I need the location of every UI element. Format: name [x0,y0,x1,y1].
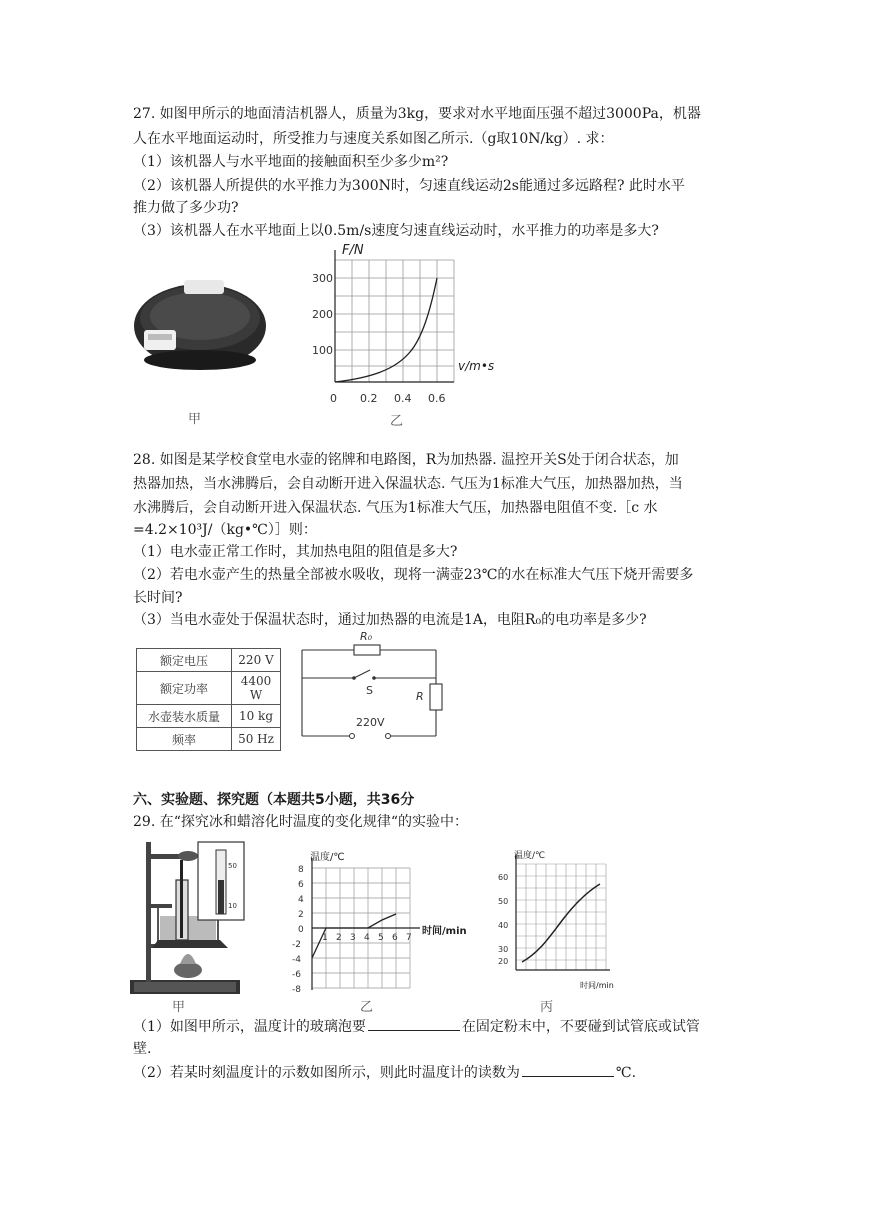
q29-part1-text-b: 在固定粉末中，不要碰到试管底或试管 [461,1019,700,1035]
q29-part1 [133,1016,700,1037]
table-row [137,649,281,672]
graph-c-ytick: 40 [498,921,509,930]
graph-c-ytick: 60 [498,873,509,882]
heating-apparatus-figure [128,840,246,1002]
section-six-title: 六、实验题、探究题（本题共5小题，共36分 [133,792,415,808]
x-tick-0: 0 [330,392,337,405]
cell-value: 10 kg [232,705,281,728]
q28-part2a: （2）若电水壶产生的热量全部被水吸收，现将一满壶23℃的水在标准大气压下烧开需要多 [133,567,694,583]
graph-b-ytick: 0 [298,925,304,935]
cell-value: 50 Hz [232,728,281,751]
graph-b-ytick: 4 [298,895,304,905]
y-tick-100: 100 [312,344,333,357]
q29-part1-tail: 壁. [133,1041,152,1057]
graph-c-ytick: 20 [498,957,509,966]
q27-part2b: 推力做了多少功? [133,200,239,216]
graph-b-xtick: 1 [322,933,328,943]
graph-b-ytick: 2 [298,910,304,920]
y-tick-300: 300 [312,272,333,285]
table-row [137,728,281,751]
graph-b-ytick: -2 [292,940,301,950]
q28-part2b: 长时间? [133,590,183,606]
q28-line1: 28. 如图是某学校食堂电水壶的铭牌和电路图，R为加热器. 温控开关S处于闭合状态，加 [133,452,679,468]
cell-value: 4400 W [232,672,281,705]
cell-label: 水壶装水质量 [137,705,232,728]
label-s: S [366,684,373,697]
graph-b-xlabel: 时间/min [422,926,467,937]
graph-b-ytick: 6 [298,880,304,890]
graph-b-xtick: 7 [406,933,412,943]
label-r: R [416,690,424,703]
graph-c-ytick: 30 [498,945,509,954]
cell-label: 额定电压 [137,649,232,672]
robot-photo-caption: 甲 [188,412,202,427]
graph-c-xlabel: 时间/min [580,981,614,990]
graph-c-ytick: 50 [498,897,509,906]
cell-label: 频率 [137,728,232,751]
thermo-tick-10: 10 [228,902,237,910]
kettle-nameplate [136,648,281,751]
graph-b-xtick: 3 [350,933,356,943]
table-row [137,705,281,728]
q27-part3: （3）该机器人在水平地面上以0.5m/s速度匀速直线运动时，水平推力的功率是多大? [133,223,659,239]
q27-part1: （1）该机器人与水平地面的接触面积至少多少m²? [133,154,449,170]
force-velocity-graph [300,242,530,412]
graph-b-xtick: 2 [336,933,342,943]
x-tick-0.2: 0.2 [360,392,378,405]
q29-part2 [133,1062,636,1083]
y-tick-200: 200 [312,308,333,321]
table-row [137,672,281,705]
q29-part1-text-a: （1）如图甲所示，温度计的玻璃泡要 [133,1019,366,1035]
graph-b-ytick: -8 [292,985,301,995]
graph-x-label: v/m•s [458,359,495,373]
x-tick-0.4: 0.4 [394,392,412,405]
q28-line2: 热器加热，当水沸腾后，会自动断开进入保温状态. 气压为1标准大气压，加热器加热，当 [133,476,683,492]
graph-caption: 乙 [390,414,404,429]
graph-b-ytick: -6 [292,970,301,980]
q27-stem-line1: 27. 如图甲所示的地面清洁机器人，质量为3kg，要求对水平地面压强不超过3000Pa，机器 [133,106,701,122]
q27-stem-line2: 人在水平地面运动时，所受推力与速度关系如图乙所示.（g取10N/kg）. 求： [133,131,614,147]
q28-line4: =4.2×10³J/（kg•℃）］则： [133,522,317,538]
q29-part2-text-a: （2）若某时刻温度计的示数如图所示，则此时温度计的读数为 [133,1065,520,1081]
graph-b-xtick: 6 [392,933,398,943]
graph-y-label: F/N [342,243,364,258]
graph-b-ylabel: 温度/℃ [310,852,345,863]
label-r0: R₀ [360,630,373,643]
x-tick-0.6: 0.6 [428,392,446,405]
cell-label: 额定功率 [137,672,232,705]
cell-value: 220 V [232,649,281,672]
ice-melting-graph [290,848,480,996]
wax-melting-graph [488,846,648,994]
q28-part1: （1）电水壶正常工作时，其加热电阻的阻值是多大? [133,544,458,560]
q27-part2a: （2）该机器人所提供的水平推力为300N时，匀速直线运动2s能通过多远路程? 此时水平 [133,178,685,194]
q28-line3: 水沸腾后，会自动断开进入保温状态. 气压为1标准大气压，加热器电阻值不变.［c 水 [133,500,658,516]
graph-c-ylabel: 温度/℃ [514,851,546,861]
thermo-tick-50: 50 [228,862,237,870]
graph-b-caption: 乙 [360,1000,374,1015]
q29-part2-text-b: ℃. [615,1065,637,1081]
kettle-circuit-diagram [296,628,446,744]
apparatus-caption: 甲 [172,1000,186,1015]
graph-b-ytick: -4 [292,955,301,965]
robot-cleaner-photo [130,268,270,388]
answer-blank-1[interactable] [368,1016,460,1031]
graph-b-xtick: 4 [364,933,370,943]
answer-blank-2[interactable] [522,1062,614,1077]
q28-part3: （3）当电水壶处于保温状态时，通过加热器的电流是1A，电阻R₀的电功率是多少? [133,612,647,628]
graph-b-xtick: 5 [378,933,384,943]
q29-stem: 29. 在“探究冰和蜡溶化时温度的变化规律“的实验中： [133,814,469,830]
graph-c-caption: 丙 [540,1000,554,1015]
label-220v: 220V [356,716,385,729]
graph-b-ytick: 8 [298,865,304,875]
